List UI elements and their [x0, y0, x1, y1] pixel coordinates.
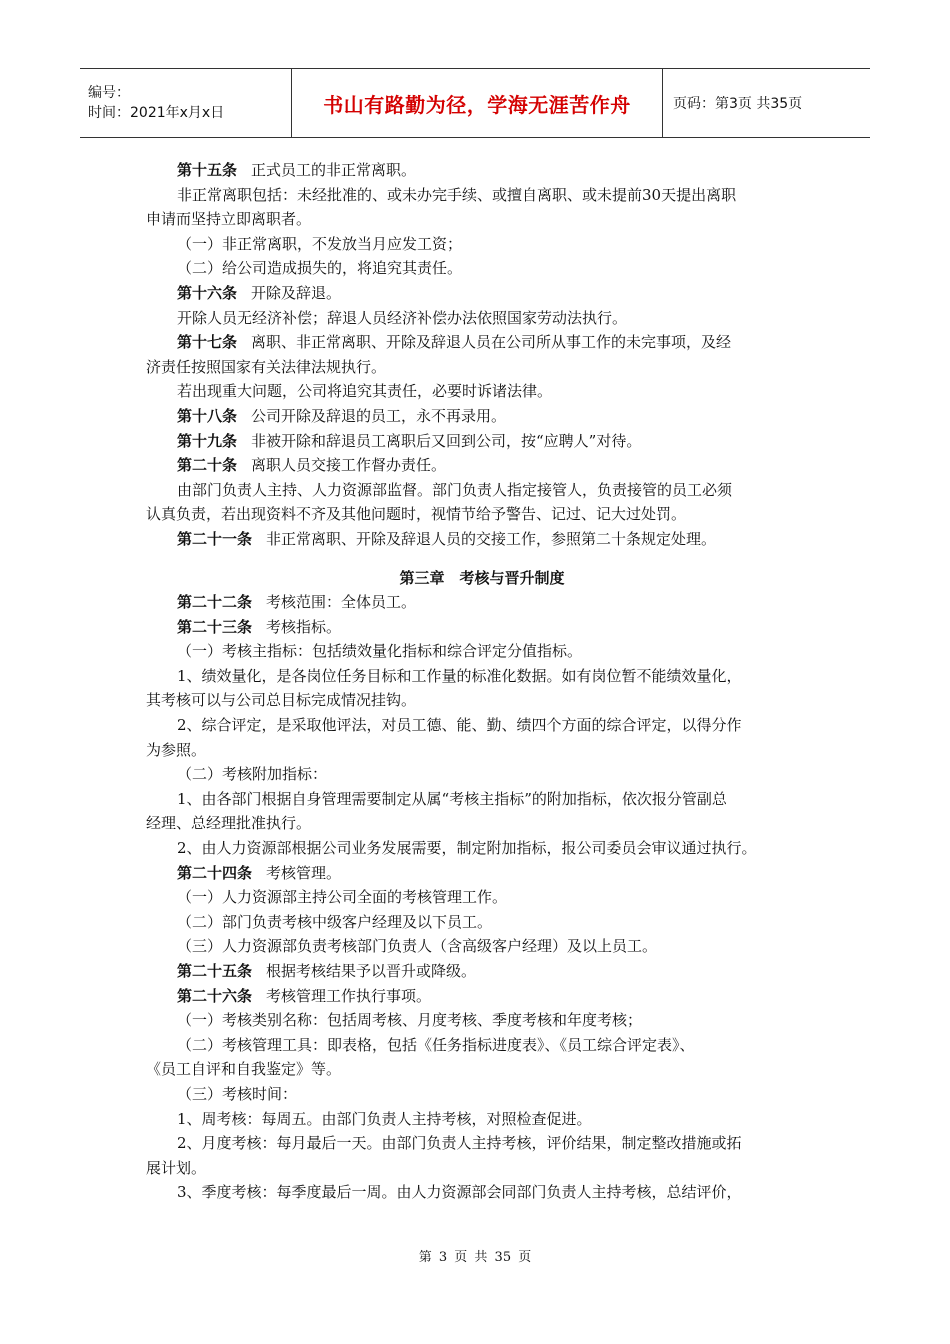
paragraph-line	[146, 453, 818, 478]
paragraph-line	[146, 478, 818, 503]
paragraph-line	[146, 306, 818, 331]
paragraph-line	[146, 811, 818, 836]
paragraph-line	[146, 330, 818, 355]
line-text: 1、由各部门根据自身管理需要制定从属“考核主指标”的附加指标，依次报分管副总	[177, 789, 727, 808]
paragraph-line	[146, 885, 818, 910]
paragraph-line	[146, 713, 818, 738]
line-text: （一）考核类别名称：包括周考核、月度考核、季度考核和年度考核；	[177, 1011, 643, 1030]
article-number: 第二十条	[177, 456, 238, 475]
paragraph-line	[146, 934, 818, 959]
line-text: 申请而坚持立即离职者。	[146, 210, 312, 229]
line-text: 公司开除及辞退的员工，永不再录用。	[251, 406, 507, 425]
line-text: （二）考核附加指标：	[177, 765, 328, 784]
article-number: 第十八条	[177, 406, 238, 425]
paragraph-line	[146, 355, 818, 380]
chapter-heading: 第三章 考核与晋升制度	[399, 568, 565, 587]
section-spacer	[146, 552, 818, 566]
paragraph-line	[146, 404, 818, 429]
page-indicator: 页码：第3页 共35页	[673, 96, 803, 112]
line-text: 认真负责，若出现资料不齐及其他问题时，视情节给予警告、记过、记大过处罚。	[146, 505, 687, 524]
paragraph-line	[146, 861, 818, 886]
paragraph-line	[146, 615, 818, 640]
article-number: 第二十三条	[177, 617, 253, 636]
line-text: 1、绩效量化，是各岗位任务目标和工作量的标准化数据。如有岗位暂不能绩效量化，	[177, 666, 742, 685]
paragraph-line	[146, 1008, 818, 1033]
article-number: 第十五条	[177, 161, 238, 179]
line-text: 根据考核结果予以晋升或降级。	[266, 962, 477, 980]
paragraph-line	[146, 207, 818, 232]
line-text: 开除人员无经济补偿；辞退人员经济补偿办法依照国家劳动法执行。	[177, 308, 628, 327]
paragraph-line	[146, 738, 818, 763]
line-text: 《员工自评和自我鉴定》等。	[146, 1060, 342, 1079]
paragraph-line	[146, 910, 818, 935]
line-text: 若出现重大问题，公司将追究其责任，必要时诉诸法律。	[177, 382, 553, 401]
line-text: 离职、非正常离职、开除及辞退人员在公司所从事工作的未完事项，及经	[251, 333, 732, 352]
page-header	[80, 68, 870, 138]
paragraph-line	[146, 688, 818, 713]
line-text: 展计划。	[146, 1158, 207, 1177]
motto: 书山有路勤为径，学海无涯苦作舟	[323, 92, 631, 117]
line-text: 考核管理工作执行事项。	[266, 986, 432, 1005]
paragraph-line	[146, 1082, 818, 1107]
paragraph-line	[146, 379, 818, 404]
paragraph-line	[146, 959, 818, 984]
page-footer: 第 3 页 共 35 页	[418, 1250, 532, 1265]
line-text: （二）给公司造成损失的，将追究其责任。	[177, 259, 463, 278]
paragraph-line	[146, 1107, 818, 1132]
line-text: （一）人力资源部主持公司全面的考核管理工作。	[177, 888, 508, 907]
line-text: 1、周考核：每周五。由部门负责人主持考核，对照检查促进。	[177, 1109, 592, 1128]
line-text: （一）考核主指标：包括绩效量化指标和综合评定分值指标。	[177, 642, 583, 661]
article-number: 第二十二条	[177, 593, 253, 612]
document-date: 时间：2021年x月x日	[88, 105, 225, 121]
paragraph-line	[146, 256, 818, 281]
line-text: 非被开除和辞退员工离职后又回到公司，按“应聘人”对待。	[251, 431, 642, 450]
paragraph-line	[146, 158, 818, 183]
paragraph-line	[146, 984, 818, 1009]
line-text: （一）非正常离职，不发放当月应发工资；	[177, 234, 463, 253]
paragraph-line	[146, 836, 818, 861]
line-text: （二）考核管理工具：即表格，包括《任务指标进度表》、《员工综合评定表》、	[177, 1035, 695, 1054]
line-text: 开除及辞退。	[251, 283, 342, 302]
line-text: 济责任按照国家有关法律法规执行。	[146, 357, 387, 376]
paragraph-line	[146, 639, 818, 664]
paragraph-line	[146, 232, 818, 257]
paragraph-line	[146, 1033, 818, 1058]
line-text: 考核范围：全体员工。	[266, 593, 417, 612]
paragraph-line	[146, 502, 818, 527]
paragraph-line	[146, 183, 818, 208]
paragraph-line	[146, 590, 818, 615]
paragraph-line	[146, 762, 818, 787]
line-text: 经理、总经理批准执行。	[146, 814, 312, 833]
article-number: 第二十四条	[177, 863, 253, 882]
line-text: 2、由人力资源部根据公司业务发展需要，制定附加指标，报公司委员会审议通过执行。	[177, 839, 757, 858]
paragraph-line	[146, 429, 818, 454]
document-number: 编号：	[88, 85, 130, 101]
line-text: 正式员工的非正常离职。	[251, 161, 417, 179]
article-number: 第十六条	[177, 283, 238, 302]
line-text: 考核指标。	[266, 617, 342, 636]
document-body	[146, 158, 818, 1205]
line-text: 2、月度考核：每月最后一天。由部门负责人主持考核，评价结果，制定整改措施或拓	[177, 1134, 742, 1153]
header-page-cell	[663, 69, 802, 137]
paragraph-line	[146, 527, 818, 552]
paragraph-line	[146, 1131, 818, 1156]
line-text: 由部门负责人主持、人力资源部监督。部门负责人指定接管人，负责接管的员工必须	[177, 480, 733, 499]
line-text: 非正常离职包括：未经批准的、或未办完手续、或擅自离职、或未提前30天提出离职	[177, 185, 737, 204]
line-text: （三）考核时间：	[177, 1084, 298, 1103]
header-meta	[80, 69, 291, 137]
paragraph-line	[146, 787, 818, 812]
header-motto-cell	[291, 69, 663, 137]
paragraph-line	[146, 1057, 818, 1082]
paragraph-line	[146, 1156, 818, 1181]
paragraph-line	[146, 664, 818, 689]
line-text: 考核管理。	[266, 863, 342, 882]
article-number: 第二十五条	[177, 962, 253, 980]
paragraph-line	[146, 281, 818, 306]
article-number: 第十九条	[177, 431, 238, 450]
paragraph-line	[146, 1180, 818, 1205]
article-number: 第十七条	[177, 333, 238, 352]
line-text: 2、综合评定，是采取他评法，对员工德、能、勤、绩四个方面的综合评定，以得分作	[177, 716, 742, 735]
article-number: 第二十六条	[177, 986, 253, 1005]
line-text: 其考核可以与公司总目标完成情况挂钩。	[146, 691, 417, 710]
line-text: 非正常离职、开除及辞退人员的交接工作，参照第二十条规定处理。	[266, 529, 717, 548]
line-text: 为参照。	[146, 740, 207, 759]
article-number: 第二十一条	[177, 529, 253, 548]
line-text: （三）人力资源部负责考核部门负责人（含高级客户经理）及以上员工。	[177, 937, 658, 956]
line-text: 3、季度考核：每季度最后一周。由人力资源部会同部门负责人主持考核，总结评价，	[177, 1183, 742, 1202]
line-text: 离职人员交接工作督办责任。	[251, 456, 447, 475]
line-text: （二）部门负责考核中级客户经理及以下员工。	[177, 912, 493, 931]
